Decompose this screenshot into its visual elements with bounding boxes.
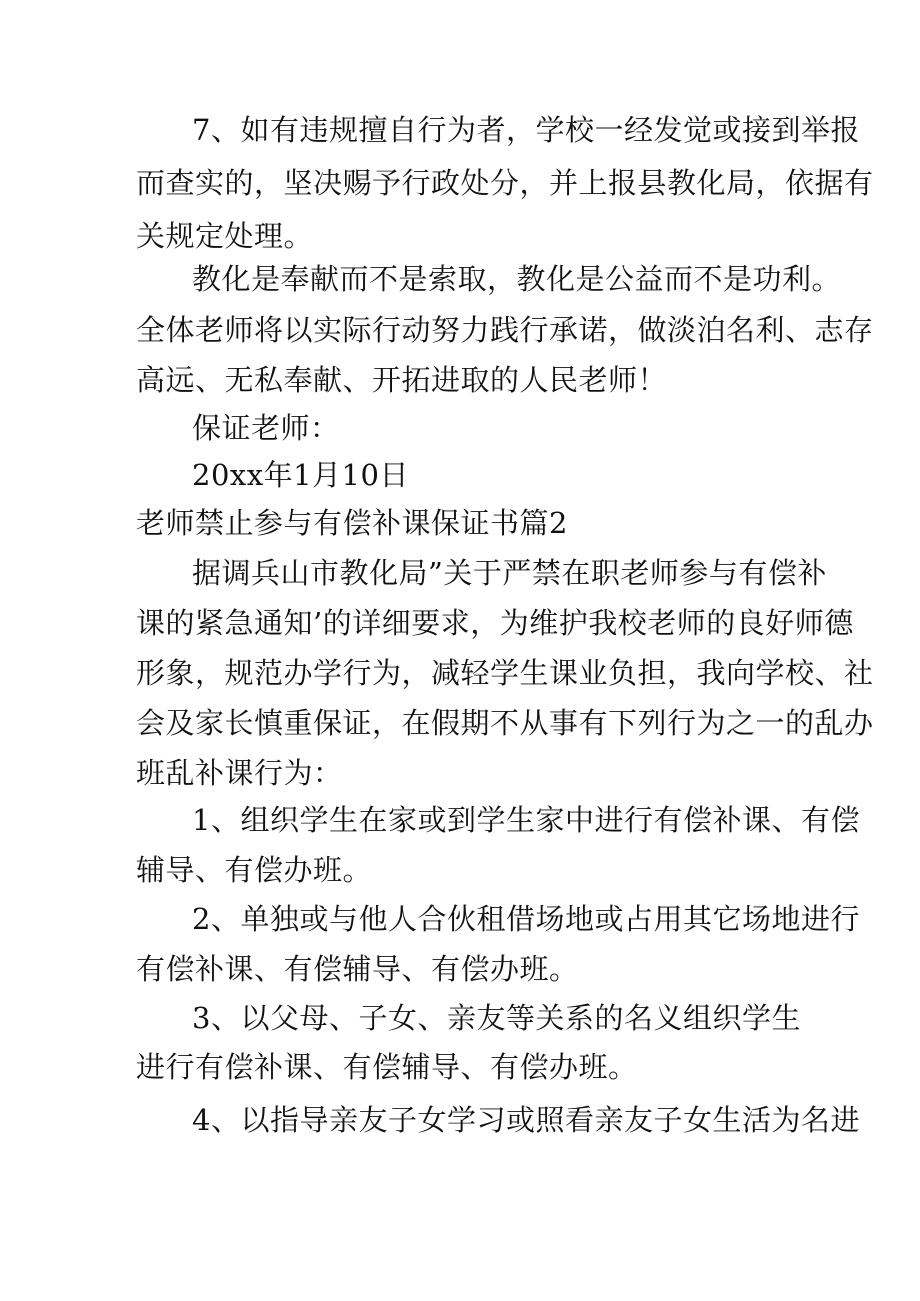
closing-line-3: 高远、无私奉献、开拓进取的人民老师！ xyxy=(136,363,668,397)
intro-line-4: 会及家长慎重保证，在假期不从事有下列行为之一的乱办 xyxy=(136,706,874,740)
item-4-line-1: 4、以指导亲友子女学习或照看亲友子女生活为名进 xyxy=(192,1103,860,1137)
intro-line-3: 形象，规范办学行为，减轻学生课业负担，我向学校、社 xyxy=(136,656,874,690)
paragraph-7-line-1: 7、如有违规擅自行为者，学校一经发觉或接到举报 xyxy=(192,113,860,147)
intro-line-5: 班乱补课行为： xyxy=(136,756,343,790)
item-3-line-1: 3、以父母、子女、亲友等关系的名义组织学生 xyxy=(192,1001,801,1035)
document-date: 20xx年1月10日 xyxy=(192,458,409,492)
paragraph-7-line-3: 关规定处理。 xyxy=(136,219,314,253)
item-3-line-2: 进行有偿补课、有偿辅导、有偿办班。 xyxy=(136,1050,638,1084)
item-1-line-1: 1、组织学生在家或到学生家中进行有偿补课、有偿 xyxy=(192,803,860,837)
intro-line-1: 据调兵山市教化局”关于严禁在职老师参与有偿补 xyxy=(192,556,827,590)
intro-line-2: 课的紧急通知’的详细要求，为维护我校老师的良好师德 xyxy=(136,606,854,640)
signature-label: 保证老师： xyxy=(192,411,340,445)
closing-line-1: 教化是奉献而不是索取，教化是公益而不是功利。 xyxy=(192,262,842,296)
section-title: 老师禁止参与有偿补课保证书篇2 xyxy=(136,506,568,540)
paragraph-7-line-2: 而查实的，坚决赐予行政处分，并上报县教化局，依据有 xyxy=(136,166,874,200)
item-2-line-2: 有偿补课、有偿辅导、有偿办班。 xyxy=(136,952,579,986)
closing-line-2: 全体老师将以实际行动努力践行承诺，做淡泊名利、志存 xyxy=(136,313,874,347)
item-1-line-2: 辅导、有偿办班。 xyxy=(136,853,373,887)
item-2-line-1: 2、单独或与他人合伙租借场地或占用其它场地进行 xyxy=(192,902,860,936)
